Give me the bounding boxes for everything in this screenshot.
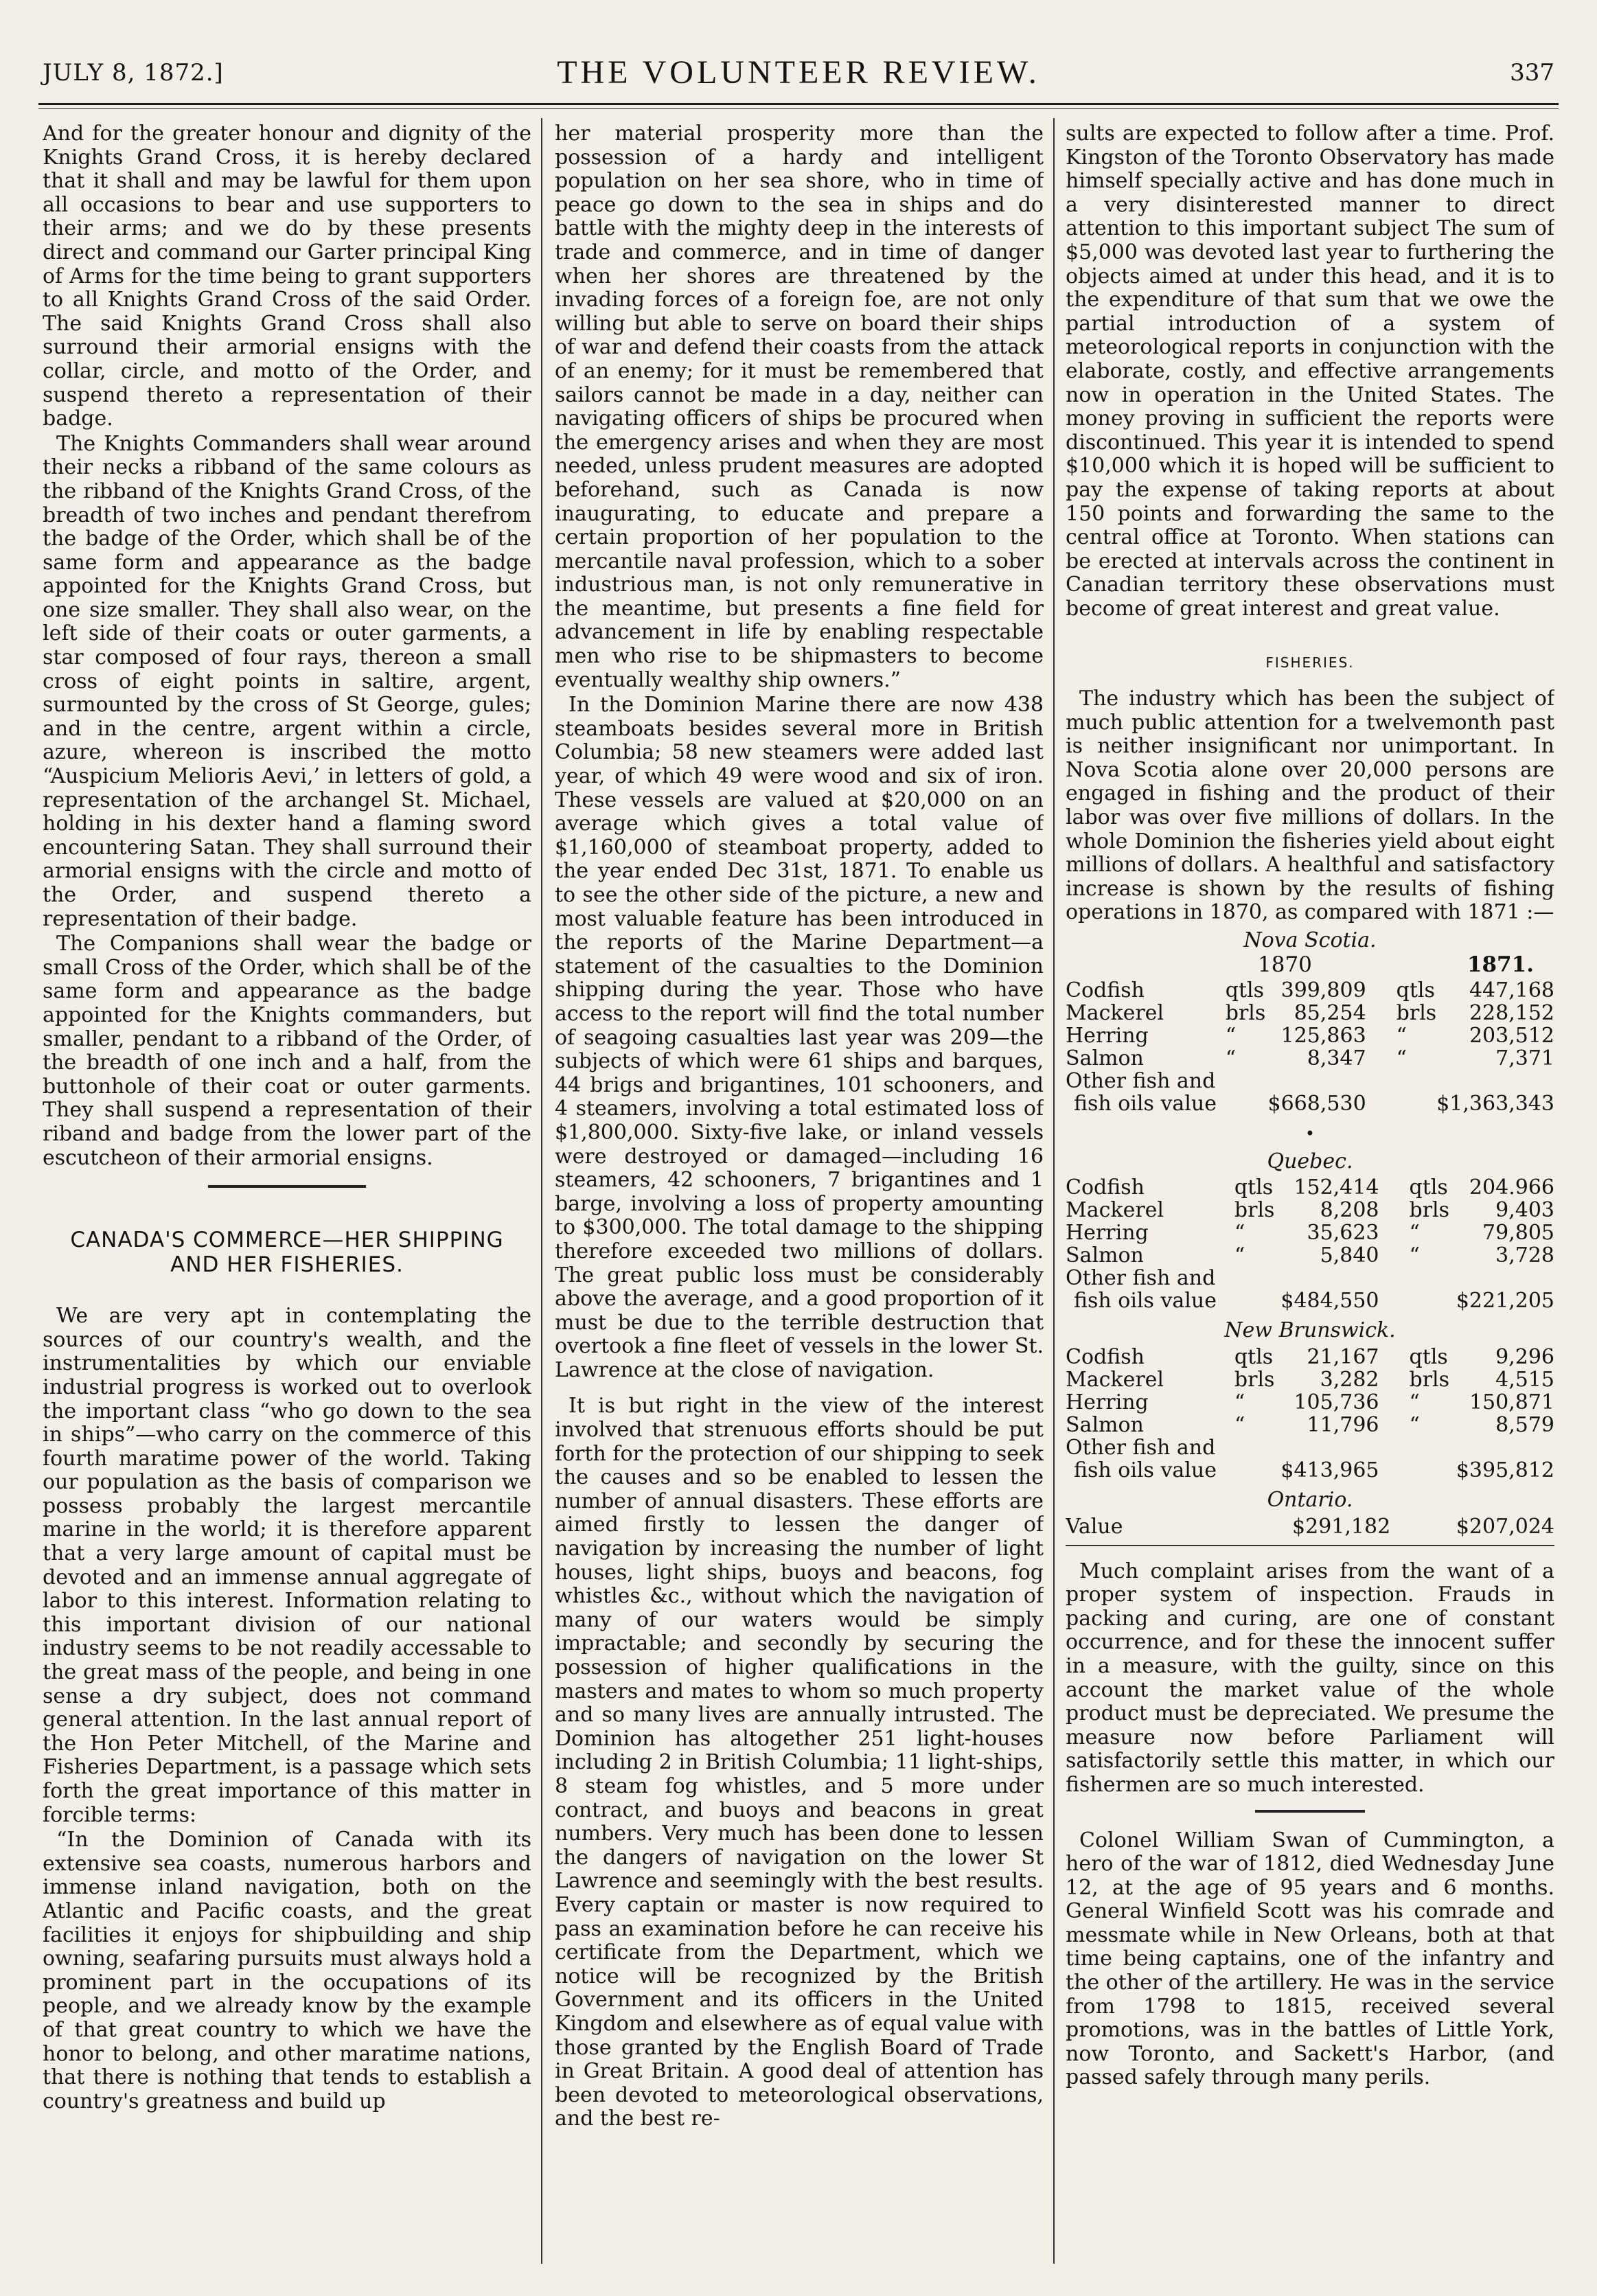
table-row	[1066, 1092, 1554, 1115]
masthead	[43, 47, 1554, 96]
unit: brls	[1234, 1198, 1275, 1223]
paragraph: The industry which has been the subject of much public attention for a twelvemonth past is neither insignificant nor unimportant. In Nova Scotia alone over 20,000 persons are engaged in fishing and the product of their labor was over five millions of dollars. In the whole Dominion the fisheries yield about eight millions of dollars. A healthful and satisfactory increase is shown by the results of fishing operations in 1870, as compared with 1871 :—	[1066, 687, 1554, 925]
table-quebec	[1066, 1176, 1554, 1312]
value-1870: $291,182	[1292, 1514, 1391, 1539]
paragraph: We are very apt in contemplating the sources of our country's wealth, and the instrumentalities by which our enviable industrial progress is worked out to overlook the important class “who go down to the sea in ships”—who carry on the commerce of this fourth maratime power of the world. Taking our population as the basis of comparison we possess probably the largest mercantile marine in the world; it is therefore apparent that a very large amount of capital must be devoted and an immense annual aggregate of labor to this interest. Information relating to this important division of our national industry seems to be not readily accessable to the great mass of the people, and being in one sense a dry subject, does not command general attention. In the last annual report of the Hon Peter Mitchell, of the Marine and Fisheries Department, is a passage which sets forth the great importance of this matter in forcible terms:	[43, 1304, 531, 1827]
value-1871: 3,728	[1495, 1243, 1554, 1268]
row-label: fish oils value	[1074, 1092, 1217, 1116]
row-label: Salmon	[1066, 1243, 1144, 1268]
column-divider	[1053, 118, 1055, 2264]
table-row	[1066, 1199, 1554, 1221]
column-2	[555, 122, 1044, 2258]
unit: “	[1396, 1024, 1408, 1048]
row-label: Codfish	[1066, 1344, 1145, 1369]
value-1871: 204.966	[1469, 1175, 1554, 1200]
value-1871: 8,579	[1495, 1412, 1554, 1437]
value-1871: $221,205	[1456, 1289, 1554, 1313]
row-label: Mackerel	[1066, 1198, 1164, 1223]
row-label: Mackerel	[1066, 1001, 1164, 1026]
unit: “	[1409, 1412, 1420, 1437]
paragraph: Much complaint arises from the want of a proper system of inspection. Frauds in packing and curing, are one of constant occurrence, and for these the innocent suffer in a measure, with the guilty, since on this account the market value of the whole product must be depreciated. We presume the measure now before Parliament will satisfactorily settle this matter, in which our fishermen are so much interested.	[1066, 1559, 1554, 1797]
value-1870: 11,796	[1307, 1412, 1379, 1437]
row-label: Other fish and	[1066, 1435, 1216, 1460]
row-label: Other fish and	[1066, 1266, 1216, 1291]
value-1871: 79,805	[1482, 1221, 1554, 1245]
row-label: Salmon	[1066, 1412, 1144, 1437]
unit: qtls	[1396, 978, 1435, 1003]
value-1870: 85,254	[1294, 1001, 1366, 1026]
divider	[208, 1185, 366, 1188]
unit: “	[1234, 1390, 1245, 1414]
table-nova-scotia	[1066, 979, 1554, 1115]
row-label: Codfish	[1066, 978, 1145, 1003]
value-1870: 399,809	[1280, 978, 1366, 1003]
publication-title: THE VOLUNTEER REVIEW.	[557, 54, 1040, 91]
value-1870: 152,414	[1294, 1175, 1379, 1200]
table-ontario	[1066, 1515, 1554, 1538]
unit	[1241, 1515, 1287, 1538]
unit: “	[1409, 1390, 1420, 1414]
unit	[1226, 1092, 1268, 1115]
value-1870: $413,965	[1280, 1458, 1379, 1482]
unit: qtls	[1234, 1344, 1274, 1369]
unit	[1389, 1289, 1451, 1312]
unit	[1234, 1459, 1279, 1482]
year-header-1871: 1871.	[1467, 952, 1534, 977]
region-heading: Nova Scotia.	[1243, 928, 1377, 952]
unit: qtls	[1234, 1175, 1274, 1200]
unit: “	[1234, 1221, 1245, 1245]
masthead-rule	[38, 103, 1559, 105]
region-heading: Quebec.	[1267, 1149, 1353, 1173]
value-1870: 5,840	[1320, 1243, 1379, 1268]
value-1871: $1,363,343	[1436, 1092, 1554, 1116]
divider	[1066, 1545, 1554, 1546]
row-label: Mackerel	[1066, 1367, 1164, 1392]
section-heading: FISHERIES.	[1265, 654, 1355, 671]
table-row	[1066, 1515, 1554, 1538]
article-headline: CANADA'S COMMERCE—HER SHIPPING AND HER FISHERIES.	[70, 1228, 504, 1278]
value-1870: 21,167	[1307, 1344, 1379, 1369]
table-row	[1066, 1221, 1554, 1244]
paragraph: her material prosperity more than the possession of a hardy and intelligent population on her sea shore, who in time of peace go down to the sea in ships and do battle with the mighty deep in the interests of trade and commerce, and in time of danger when her shores are threatened by the invading forces of a foreign foe, are not only willing but able to serve on board their ships of war and defend their coasts from the attack of an enemy; for it must be remembered that sailors cannot be made in a day, neither can navigating officers of ships be procured when the emergency arises and when they are most needed, unless prudent measures are adopted beforehand, such as Canada is now inaugurating, to educate and prepare a certain proportion of her population to the mercantile naval profession, which to a sober industrious man, is not only remunerative in the meantime, but presents a fine field for advancement in life by enabling respectable men who rise to be shipmasters to become eventually wealthy ship owners.”	[555, 122, 1044, 692]
paragraph: It is but right in the view of the interest involved that strenuous efforts should be put forth for the protection of our shipping to seek the causes and so be enabled to lessen the number of annual disasters. These efforts are aimed firstly to lessen the danger of navigation by increasing the number of light houses, light ships, buoys and beacons, fog whistles &c., without which the navigation of many of our waters would be simply impractable; and secondly by securing the possession of higher qualifications in the masters and mates to whom so much property and so many lives are annually intrusted. The Dominion has altogether 251 light-houses including 2 in British Columbia; 11 light-ships, 8 steam fog whistles, and 5 more under contract, and buoys and beacons in great numbers. Very much has been done to lessen the dangers of navigation on the lower St Lawrence and seemingly with the best results. Every captain or master is now required to pass an examination before he can receive his certificate from the Department, which we notice will be recognized by the British Government and its officers in the United Kingdom and elsewhere as of equal value with those granted by the English Board of Trade in Great Britain. A good deal of attention has been devoted to meteorological observations, and the best re-	[555, 1394, 1044, 2131]
table-separator: •	[1305, 1124, 1315, 1144]
unit	[1376, 1092, 1437, 1115]
value-1870: 35,623	[1307, 1221, 1379, 1245]
unit: brls	[1409, 1367, 1450, 1392]
column-3	[1066, 122, 1554, 2258]
paragraph: “In the Dominion of Canada with its extensive sea coasts, numerous harbors and immense inland navigation, both on the Atlantic and Pacific coasts, and the great facilities it enjoys for shipbuilding and ship owning, seafaring pursuits must always hold a prominent part in the occupations of its people, and we already know by the example of that great country to which we have the honor to belong, and other maratime nations, that there is nothing that tends to establish a country's greatness and build up	[43, 1828, 531, 2113]
table-row	[1066, 1436, 1554, 1459]
value-1871: $207,024	[1456, 1514, 1554, 1539]
table-row	[1066, 1176, 1554, 1199]
region-heading: Ontario.	[1267, 1487, 1353, 1512]
value-1870: $668,530	[1267, 1092, 1366, 1116]
column-divider	[541, 118, 542, 2264]
value-1871: 150,871	[1469, 1390, 1554, 1414]
table-new-brunswick	[1066, 1346, 1554, 1482]
row-label: fish oils value	[1074, 1289, 1217, 1313]
row-label: Herring	[1066, 1390, 1149, 1414]
column-1	[43, 122, 531, 2258]
unit: “	[1396, 1046, 1408, 1071]
table-row	[1066, 1002, 1554, 1024]
fisheries-table	[1066, 929, 1554, 1538]
value-1871: 228,152	[1469, 1001, 1554, 1026]
value-1871: 4,515	[1495, 1367, 1554, 1392]
unit: “	[1409, 1221, 1420, 1245]
table-row	[1066, 979, 1554, 1002]
table-row	[1066, 1024, 1554, 1047]
unit: qtls	[1409, 1344, 1448, 1369]
table-row	[1066, 1414, 1554, 1436]
paragraph: The Knights Commanders shall wear around their necks a ribband of the same colours as the ribband of the Knights Grand Cross, of the breadth of two inches and pendant therefrom the badge of the Order, which shall be of the same form and appearance as the badge appointed for the Knights Grand Cross, but one size smaller. They shall also wear, on the left side of their coats or outer garments, a star composed of four rays, thereon a small cross of eight points in saltire, argent, surmounted by the cross of St George, gules; and in the centre, argent within a circle, azure, whereon is inscribed the motto “Auspicium Melioris Aevi,’ in letters of gold, a representation of the archangel St. Michael, holding in his dexter hand a flaming sword encountering Satan. They shall surround their armorial ensigns with the circle and motto of the Order, and suspend thereto a representation of their badge.	[43, 431, 531, 931]
unit: “	[1409, 1243, 1420, 1268]
table-row	[1066, 1459, 1554, 1482]
paragraph: sults are expected to follow after a time. Prof. Kingston of the Toronto Observatory has made himself specially active and has done much in a very disinterested manner to direct attention to this important subject The sum of $5,000 was devoted last year to furthering the objects aimed at under this head, and it is to the expenditure of that sum that we owe the partial introduction of a system of meteorological reports in conjunction with the elaborate, costly, and effective arrangements now in operation in the United States. The money proving in sufficient the reports were discontinued. This year it is intended to spend $10,000 which it is hoped will be sufficient to pay the expense of taking reports at about 150 points and forwarding the same to the central office at Toronto. When stations can be erected at intervals across the continent in Canadian territory these observations must become of great interest and great value.	[1066, 122, 1554, 621]
unit: brls	[1234, 1367, 1275, 1392]
row-label: Codfish	[1066, 1175, 1145, 1200]
value-1870: 3,282	[1320, 1367, 1379, 1392]
masthead-rule-thin	[38, 108, 1559, 109]
unit	[1400, 1515, 1446, 1538]
unit: “	[1234, 1243, 1245, 1268]
unit: “	[1234, 1412, 1245, 1437]
unit: “	[1225, 1024, 1237, 1048]
table-row	[1066, 1070, 1554, 1092]
unit: brls	[1409, 1198, 1450, 1223]
year-header-1870: 1870	[1258, 952, 1312, 977]
value-1871: 203,512	[1469, 1024, 1554, 1048]
table-row	[1066, 1047, 1554, 1070]
paragraph: In the Dominion Marine there are now 438 steamboats besides several more in British Columbia; 58 new steamers were added last year, of which 49 were wood and six of iron. These vessels are valued at $20,000 on an average which gives a total value of $1,160,000 of steamboat property, added to the year ended Dec 31st, 1871. To enable us to see the other side of the picture, a new and most valuable feature has been introduced in the reports of the Marine Department—a statement of the casualties to the Dominion shipping during the year. Those who have access to the report will find the total number of seagoing casualties last year was 209—the subjects of which were 61 ships and barques, 44 brigs and brigantines, 101 schooners, and 4 steamers, involving a total estimated loss of $1,800,000. Sixty-five lake, or inland vessels were destroyed or damaged—including 16 steamers, 42 schooners, 7 brigantines and 1 barge, involving a loss of property amounting to $300,000. The total damage to the shipping therefore exceeded two millions of dollars. The great public loss must be considerably above the average, and a good proportion of it must be due to the terrible destruction that overtook a fine fleet of vessels in the lower St. Lawrence at the close of navigation.	[555, 693, 1044, 1382]
table-row	[1066, 1289, 1554, 1312]
table-row	[1066, 1391, 1554, 1414]
row-label: Value	[1066, 1514, 1123, 1539]
value-1870: $484,550	[1280, 1289, 1379, 1313]
unit: brls	[1396, 1001, 1437, 1026]
unit: qtls	[1409, 1175, 1448, 1200]
region-heading: New Brunswick.	[1224, 1318, 1396, 1343]
issue-date: JULY 8, 1872.]	[43, 59, 224, 87]
page-number: 337	[1510, 59, 1554, 87]
paragraph: Colonel William Swan of Cummington, a hero of the war of 1812, died Wednesday June 12, at the age of 95 years and 6 months. General Winfield Scott was his comrade and messmate while in New Orleans, both at that time being captains, one of the infantry and the other of the artillery. He was in the service from 1798 to 1815, received several promotions, was in the battles of Little York, now Toronto, and Sackett's Harbor, (and passed safely through many perils.	[1066, 1828, 1554, 2090]
row-label: Herring	[1066, 1024, 1149, 1048]
table-row	[1066, 1346, 1554, 1368]
unit: “	[1225, 1046, 1237, 1071]
row-label: fish oils value	[1074, 1458, 1217, 1482]
row-label: Salmon	[1066, 1046, 1144, 1071]
value-1871: 7,371	[1495, 1046, 1554, 1071]
unit: qtls	[1225, 978, 1265, 1003]
table-row	[1066, 1244, 1554, 1267]
row-label: Other fish and	[1066, 1069, 1216, 1094]
unit: brls	[1225, 1001, 1266, 1026]
table-row	[1066, 1368, 1554, 1391]
unit	[1389, 1459, 1451, 1482]
year-header	[1066, 953, 1554, 977]
value-1870: 105,736	[1294, 1390, 1379, 1414]
paragraph: The Companions shall wear the badge or small Cross of the Order, which shall be of the same form and appearance as the badge appointed for the Knights commanders, but smaller, pendant to a ribband of the Order, of the breadth of one inch and a half, from the buttonhole of their coat or outer garments. They shall suspend a representation of their riband and badge from the lower part of the escutcheon of their armorial ensigns.	[43, 932, 531, 1170]
value-1870: 125,863	[1280, 1024, 1366, 1048]
value-1871: 447,168	[1469, 978, 1554, 1003]
paragraph: And for the greater honour and dignity of the Knights Grand Cross, it is hereby declared that it shall and may be lawful for them upon all occasions to bear and use supporters to their arms; and we do by these presents direct and command our Garter principal King of Arms for the time being to grant supporters to all Knights Grand Cross of the said Order. The said Knights Grand Cross shall also surround their armorial ensigns with the collar, circle, and motto of the Order, and suspend thereto a representation of their badge.	[43, 122, 531, 431]
divider	[1255, 1810, 1365, 1813]
value-1871: 9,296	[1495, 1344, 1554, 1369]
value-1871: $395,812	[1456, 1458, 1554, 1482]
value-1870: 8,347	[1307, 1046, 1366, 1071]
value-1871: 9,403	[1495, 1198, 1554, 1223]
value-1870: 8,208	[1320, 1198, 1379, 1223]
table-row	[1066, 1267, 1554, 1289]
row-label: Herring	[1066, 1221, 1149, 1245]
unit	[1234, 1289, 1279, 1312]
